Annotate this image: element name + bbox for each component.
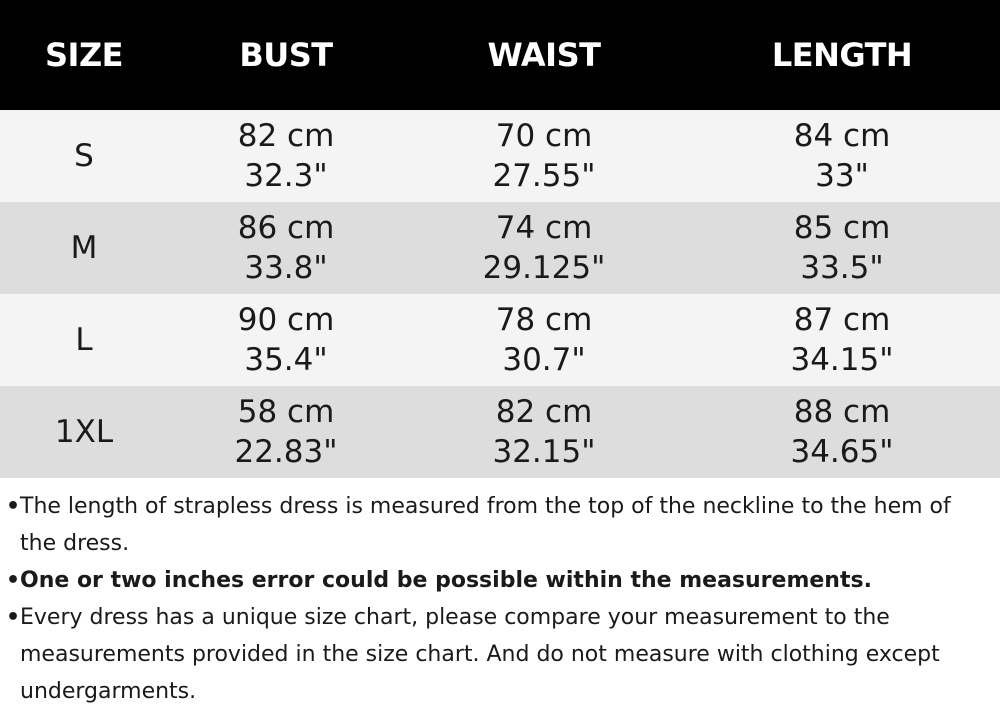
table-row (0, 202, 1000, 294)
note-strapless-length (6, 488, 984, 562)
size-cell: M (70, 230, 98, 266)
waist-in: 30.7" (502, 342, 586, 378)
length-in: 33" (815, 158, 869, 194)
bust-in: 35.4" (244, 342, 328, 378)
header-size: SIZE (44, 36, 123, 74)
length-in: 34.65" (790, 434, 894, 470)
bullet-icon: • (6, 605, 21, 630)
bullet-icon: • (6, 568, 21, 593)
bust-in: 33.8" (244, 250, 328, 286)
size-cell: S (74, 138, 94, 174)
waist-in: 32.15" (492, 434, 596, 470)
bust-cell (168, 116, 404, 196)
bust-in: 22.83" (234, 434, 338, 470)
length-cell (684, 392, 1000, 472)
bust-cm: 58 cm (237, 394, 335, 430)
waist-cm: 82 cm (495, 394, 593, 430)
header-bust: BUST (239, 36, 333, 74)
bullet-icon: • (6, 494, 21, 519)
waist-cm: 74 cm (495, 210, 593, 246)
bust-cell (168, 300, 404, 380)
note-compare-measurements (6, 599, 984, 710)
header-waist: WAIST (487, 36, 601, 74)
waist-cm: 70 cm (495, 118, 593, 154)
notes-list (0, 488, 1000, 710)
note-text: The length of strapless dress is measured from the top of the neckline to the hem of the dress. (20, 494, 951, 556)
size-cell: 1XL (54, 414, 114, 450)
length-cm: 85 cm (793, 210, 891, 246)
length-cm: 84 cm (793, 118, 891, 154)
table-header-row (0, 0, 1000, 110)
bust-in: 32.3" (244, 158, 328, 194)
table-row (0, 294, 1000, 386)
length-cm: 88 cm (793, 394, 891, 430)
note-measurement-error (6, 562, 984, 599)
length-cm: 87 cm (793, 302, 891, 338)
length-cell (684, 116, 1000, 196)
header-length: LENGTH (771, 36, 913, 74)
bust-cm: 82 cm (237, 118, 335, 154)
waist-cell (404, 392, 684, 472)
length-cell (684, 300, 1000, 380)
note-text: Every dress has a unique size chart, please compare your measurement to the measurements provided in the size chart. And do not measure with clothing except undergarments. (20, 605, 940, 704)
bust-cell (168, 392, 404, 472)
length-cell (684, 208, 1000, 288)
length-in: 33.5" (800, 250, 884, 286)
length-in: 34.15" (790, 342, 894, 378)
waist-cell (404, 300, 684, 380)
waist-in: 27.55" (492, 158, 596, 194)
waist-cell (404, 208, 684, 288)
size-cell: L (75, 322, 93, 358)
table-row (0, 110, 1000, 202)
waist-in: 29.125" (482, 250, 606, 286)
waist-cm: 78 cm (495, 302, 593, 338)
table-row (0, 386, 1000, 478)
waist-cell (404, 116, 684, 196)
note-text: One or two inches error could be possible within the measurements. (20, 568, 872, 593)
bust-cm: 90 cm (237, 302, 335, 338)
bust-cell (168, 208, 404, 288)
bust-cm: 86 cm (237, 210, 335, 246)
